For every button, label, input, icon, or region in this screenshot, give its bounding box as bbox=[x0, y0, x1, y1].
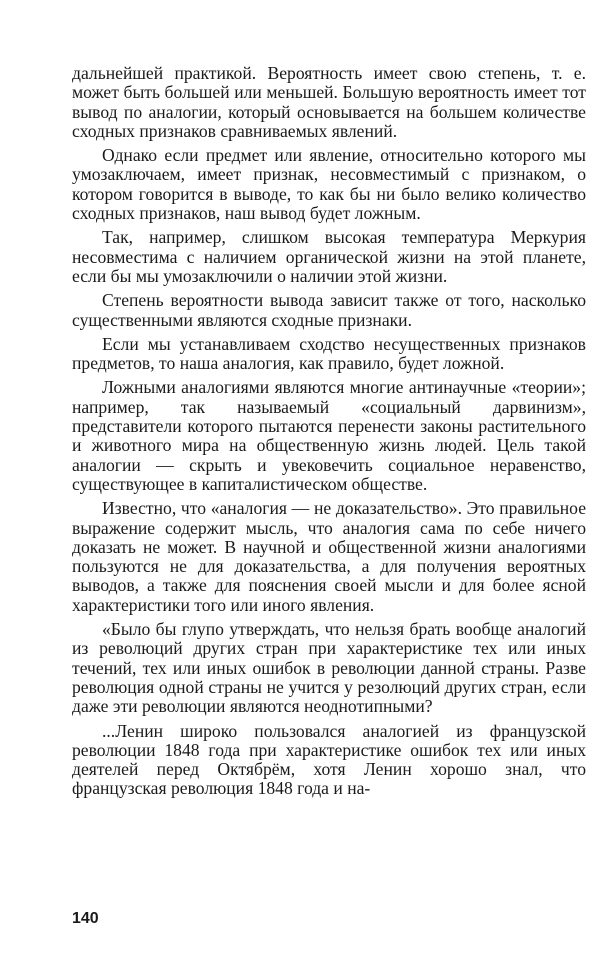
paragraph-2: Однако если предмет или явление, относительно которого мы умозаключаем, имеет признак, несовместимый с признаком, о котором говорится в выводе, то как бы ни было велико количество сходных признаков, наш вывод будет ложным. bbox=[72, 145, 586, 224]
paragraph-9: ...Ленин широко пользовался аналогией из французской революции 1848 года при характеристике ошибок тех или иных деятелей перед Октябрём, хотя Ленин хорошо знал, что французская революция 1848 года и на- bbox=[72, 720, 586, 799]
paragraph-3: Так, например, слишком высокая температура Меркурия несовместима с наличием органической жизни на этой планете, если бы мы умозаключили о наличии этой жизни. bbox=[72, 227, 586, 286]
page-number: 140 bbox=[72, 910, 99, 927]
paragraph-7: Известно, что «аналогия — не доказательство». Это правильное выражение содержит мысль, что аналогия сама по себе ничего доказать не может. В научной и общественной жизни аналогиями пользуются не для доказательства, а для получения вероятных выводов, а также для пояснения своей мысли и для более ясной характеристики того или иного явления. bbox=[72, 498, 586, 615]
page-body bbox=[72, 64, 586, 804]
paragraph-1: дальнейшей практикой. Вероятность имеет свою степень, т. е. может быть большей или меньшей. Большую вероятность имеет тот вывод по аналогии, который основывается на большем количестве сходных признаков сравниваемых явлений. bbox=[72, 63, 586, 141]
paragraph-6: Ложными аналогиями являются многие антинаучные «теории»; например, так называемый «социальный дарвинизм», представители которого пытаются перенести законы растительного и животного мира на общественную жизнь людей. Цель такой аналогии — скрыть и увековечить социальное неравенство, существующее в капиталистическом обществе. bbox=[72, 377, 586, 494]
paragraph-8: «Было бы глупо утверждать, что нельзя брать вообще аналогий из революций других стран при характеристике тех или иных течений, тех или иных ошибок в революции данной страны. Разве революция одной страны не учится у резолюций других стран, если даже эти революции являются неоднотипными? bbox=[72, 619, 586, 717]
paragraph-5: Если мы устанавливаем сходство несущественных признаков предметов, то наша аналогия, как правило, будет ложной. bbox=[72, 333, 586, 374]
paragraph-4: Степень вероятности вывода зависит также от того, насколько существенными являются сходные признаки. bbox=[72, 290, 586, 330]
